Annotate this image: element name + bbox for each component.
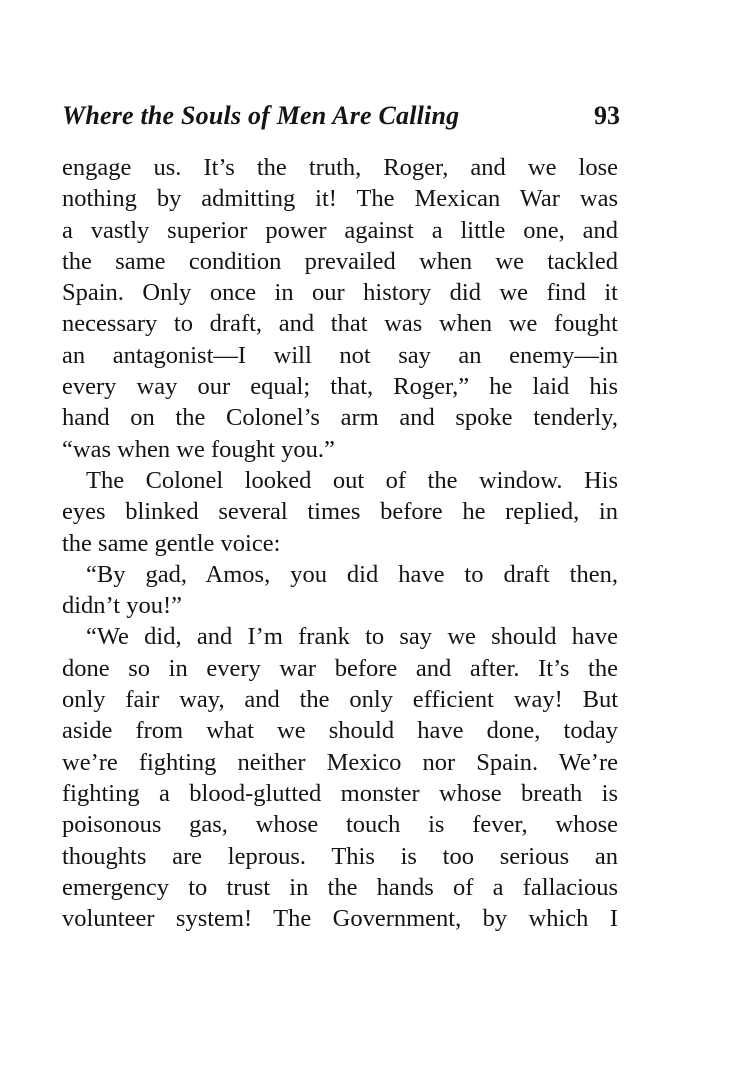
body-text — [62, 152, 618, 934]
text-line: we’re fighting neither Mexico nor Spain. We’re — [62, 748, 618, 776]
text-line: emergency to trust in the hands of a fallacious — [62, 873, 618, 901]
text-line: The Colonel looked out of the window. His — [86, 466, 618, 494]
text-line: necessary to draft, and that was when we fought — [62, 310, 618, 338]
text-line: volunteer system! The Government, by which I — [62, 905, 618, 933]
text-line: eyes blinked several times before he replied, in — [62, 498, 618, 526]
text-line: aside from what we should have done, today — [62, 717, 618, 745]
text-line: hand on the Colonel’s arm and spoke tenderly, — [62, 404, 618, 432]
text-line: only fair way, and the only efficient way! But — [62, 686, 618, 714]
text-line: the same gentle voice: — [62, 529, 281, 557]
running-head — [62, 101, 620, 141]
running-title: Where the Souls of Men Are Calling — [62, 101, 460, 130]
text-line: Spain. Only once in our history did we find it — [62, 279, 618, 307]
text-line: engage us. It’s the truth, Roger, and we lose — [62, 154, 618, 181]
text-line: the same condition prevailed when we tackled — [62, 247, 618, 275]
text-line: “was when we fought you.” — [62, 435, 335, 463]
text-line: fighting a blood-glutted monster whose breath is — [62, 779, 618, 807]
text-line: done so in every war before and after. It’s the — [62, 654, 618, 682]
text-line: poisonous gas, whose touch is fever, whose — [62, 811, 618, 839]
text-line: “By gad, Amos, you did have to draft then, — [86, 560, 618, 588]
text-line: “We did, and I’m frank to say we should have — [86, 623, 618, 651]
text-line: an antagonist—I will not say an enemy—in — [62, 341, 618, 369]
text-line: thoughts are leprous. This is too serious an — [62, 842, 618, 870]
text-line: a vastly superior power against a little one, and — [62, 216, 618, 244]
text-line: every way our equal; that, Roger,” he laid his — [62, 373, 618, 401]
text-line: nothing by admitting it! The Mexican War was — [62, 185, 618, 213]
text-line: didn’t you!” — [62, 592, 182, 620]
page-number: 93 — [594, 101, 620, 130]
